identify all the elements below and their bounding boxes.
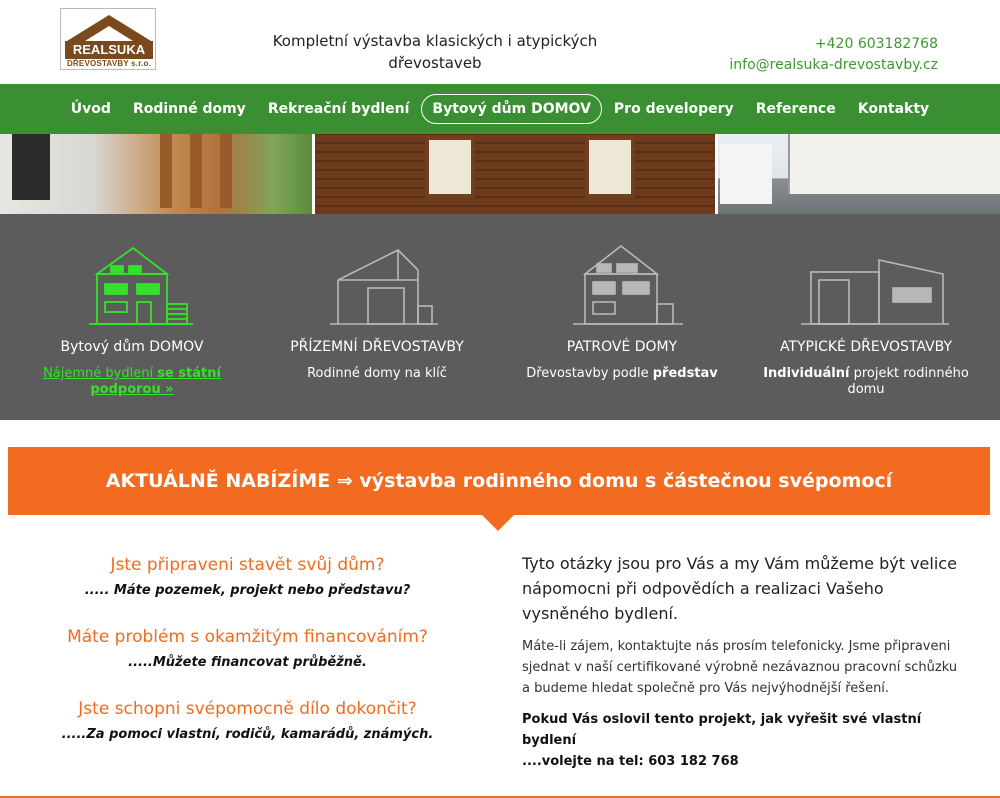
answer-2: .....Můžete financovat průběžně. bbox=[128, 655, 367, 670]
category-bytovy-dum[interactable] bbox=[27, 214, 237, 420]
logo-sub-text: DŘEVOSTAVBY s.r.o. bbox=[66, 59, 152, 68]
nav-item-reference[interactable]: Reference bbox=[755, 101, 836, 117]
category-desc: Dřevostavby podle představ bbox=[526, 366, 718, 381]
hero-banner bbox=[0, 134, 1000, 214]
nav-item-rekreacni-bydleni[interactable]: Rekreační bydlení bbox=[267, 101, 410, 117]
banner-photo-floor-plan bbox=[718, 134, 1000, 214]
category-title: Bytový dům DOMOV bbox=[60, 339, 204, 355]
info-block bbox=[522, 551, 962, 772]
cta-phone[interactable]: ....volejte na tel: 603 182 768 bbox=[522, 754, 739, 769]
category-prizemni[interactable] bbox=[272, 214, 482, 420]
offer-banner bbox=[8, 447, 990, 515]
banner-photo-house-exterior bbox=[0, 134, 312, 214]
info-body: Máte-li zájem, kontaktujte nás prosím telefonicky. Jsme připraveni sjednat v naší certifikované výrobně nezávaznou pracovní schůzku a budeme hledat společně pro Vás nejvýhodnější řešení. bbox=[522, 639, 958, 696]
category-atypicke[interactable] bbox=[761, 214, 971, 420]
answer-1: ..... Máte pozemek, projekt nebo představu? bbox=[84, 583, 411, 598]
category-title: PATROVÉ DOMY bbox=[566, 339, 678, 355]
nav-item-bytovy-dum-domov[interactable]: Bytový dům DOMOV bbox=[421, 94, 602, 124]
nav-item-kontakty[interactable]: Kontakty bbox=[857, 101, 930, 117]
category-patrove[interactable] bbox=[517, 214, 727, 420]
contact-info bbox=[729, 34, 938, 76]
category-desc: Rodinné domy na klíč bbox=[307, 366, 447, 381]
tagline: Kompletní výstavba klasických i atypických dřevostaveb bbox=[272, 32, 598, 72]
logo-brand-text: REALSUKA bbox=[65, 41, 153, 59]
cta-line-1: Pokud Vás oslovil tento projekt, jak vyřešit své vlastní bydlení bbox=[522, 712, 922, 748]
offer-arrow bbox=[482, 515, 514, 531]
questions-block bbox=[20, 555, 475, 771]
offer-heading: AKTUÁLNĚ NABÍZÍME ⇒ výstavba rodinného domu s částečnou svépomocí bbox=[105, 470, 893, 492]
site-header bbox=[0, 0, 1000, 84]
info-lead: Tyto otázky jsou pro Vás a my Vám můžeme být velice nápomocni při odpovědích a realizaci Vašeho vysněného bydlení. bbox=[522, 554, 957, 623]
category-desc: Individuální projekt rodinného domu bbox=[763, 366, 969, 397]
nav-item-uvod[interactable]: Úvod bbox=[70, 101, 111, 117]
email-link[interactable]: info@realsuka-drevostavby.cz bbox=[729, 57, 938, 73]
call-to-action bbox=[522, 709, 962, 772]
nav-item-pro-developery[interactable]: Pro developery bbox=[613, 101, 734, 117]
apartment-house-icon bbox=[69, 240, 195, 332]
nav-item-rodinne-domy[interactable]: Rodinné domy bbox=[132, 101, 246, 117]
question-3: Jste schopni svépomocně dílo dokončit? bbox=[78, 699, 417, 719]
question-2: Máte problém s okamžitým financováním? bbox=[67, 627, 428, 647]
phone-link[interactable]: +420 603182768 bbox=[814, 36, 938, 52]
roof-logo-icon bbox=[67, 13, 151, 43]
single-storey-house-icon bbox=[314, 240, 440, 332]
question-1: Jste připraveni stavět svůj dům? bbox=[110, 555, 385, 575]
answer-3: .....Za pomoci vlastní, rodičů, kamarádů, známých. bbox=[61, 727, 434, 742]
company-logo[interactable] bbox=[60, 8, 156, 70]
two-storey-house-icon bbox=[559, 240, 685, 332]
category-strip bbox=[0, 214, 1000, 420]
category-title: ATYPICKÉ DŘEVOSTAVBY bbox=[779, 339, 953, 355]
category-title: PŘÍZEMNÍ DŘEVOSTAVBY bbox=[290, 339, 464, 355]
main-nav bbox=[0, 84, 1000, 134]
category-link: Nájemné bydlení se státní podporou » bbox=[43, 366, 221, 397]
category-desc[interactable] bbox=[27, 366, 237, 398]
modern-house-icon bbox=[781, 240, 951, 332]
banner-photo-log-wall bbox=[315, 134, 715, 214]
